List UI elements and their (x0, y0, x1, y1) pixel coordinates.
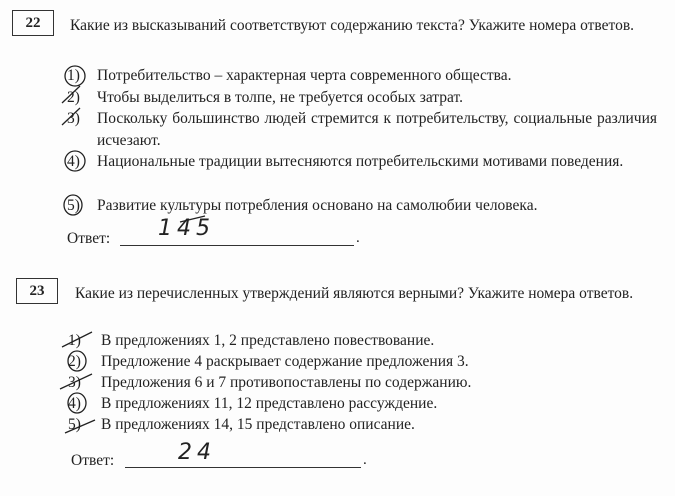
circle-mark (68, 351, 86, 371)
task-23-option: В предложениях 14, 15 представлено описание. (101, 416, 415, 433)
task-22-question: Какие из высказываний соответствуют содержанию текста? Укажите номера ответов. (70, 17, 635, 34)
task-22-option: Национальные традиции вытесняются потребительскими мотивами поведения. (97, 153, 624, 170)
circle-mark (68, 393, 86, 413)
task-23-option-number: 5) (68, 416, 81, 433)
task-22-option-number: 5) (67, 197, 80, 214)
task-22-option: Потребительство – характерная черта современного общества. (97, 67, 512, 84)
task-22-answer-label: Ответ: (67, 230, 111, 247)
cross-mark (60, 374, 92, 389)
task-23-question: Какие из перечисленных утверждений являются верными? Укажите номера ответов. (75, 285, 634, 302)
task-22-option-number: 2) (67, 89, 80, 106)
task-23-option: В предложениях 1, 2 представлено повествование. (101, 332, 435, 349)
cross-mark (62, 108, 80, 125)
task-23-option-number: 1) (68, 332, 81, 349)
circle-mark (65, 151, 85, 171)
task-22-option-number: 3) (67, 110, 80, 127)
task-22-handwritten-answer: 145 (158, 216, 215, 241)
task-23-handwritten-answer: 24 (178, 440, 216, 465)
circle-mark (64, 195, 82, 215)
task-22-option-number: 1) (67, 67, 80, 84)
task-23-option-number: 4) (68, 395, 81, 412)
task-23-option: Предложение 4 раскрывает содержание предложения 3. (101, 353, 469, 370)
cross-mark (65, 420, 95, 433)
task-23-option-number: 3) (68, 374, 81, 391)
circle-mark (65, 66, 85, 86)
task-23-option: В предложениях 11, 12 представлено рассуждение. (101, 395, 438, 412)
task-22-option: Поскольку большинство людей стремится к потребительству, социальные различия исчезают. (97, 110, 657, 149)
task-22-option: Развитие культуры потребления основано на самолюбии человека. (97, 197, 538, 214)
accent-mark (180, 216, 205, 222)
task-23-option: Предложения 6 и 7 противопоставлены по содержанию. (101, 374, 472, 391)
cross-mark (62, 86, 80, 103)
cross-mark (62, 332, 92, 347)
period: . (356, 230, 360, 246)
task-number-23: 23 (16, 278, 58, 304)
task-number-22: 22 (12, 10, 54, 36)
task-22-option-number: 4) (67, 153, 80, 170)
task-23-answer-label: Ответ: (71, 452, 115, 469)
task-23-option-number: 2) (68, 353, 81, 370)
task-22-option: Чтобы выделиться в толпе, не требуется особых затрат. (97, 89, 463, 106)
period: . (363, 452, 367, 468)
